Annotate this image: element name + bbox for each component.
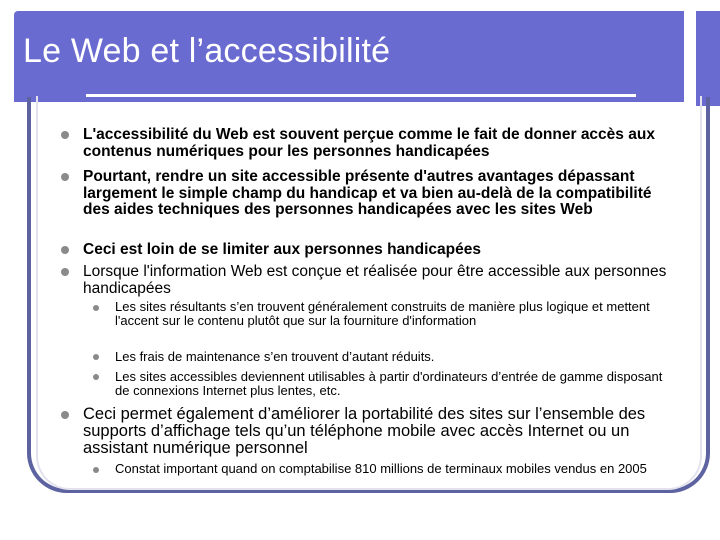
bullet-1: L'accessibilité du Web est souvent perçue comme le fait de donner accès aux contenus numériques pour les personnes handicapées [83, 126, 655, 160]
sub-bullet-1: Les sites résultants s’en trouvent généralement construits de manière plus logique et mettent l'accent sur le contenu plutôt que sur la fourniture d'information [115, 299, 650, 328]
bullet-dot-icon [61, 173, 69, 181]
bullet-dot-icon [61, 131, 69, 139]
sub-bullet-dot-icon [93, 305, 99, 311]
bullet-5: Ceci permet également d’améliorer la portabilité des sites sur l’ensemble des supports d’affichage tels qu’un téléphone mobile avec accès Internet ou un assistant numérique personnel [83, 405, 646, 457]
bullet-2: Pourtant, rendre un site accessible présente d'autres avantages dépassant largement le simple champ du handicap et va bien au-delà de la compatibilité des aides techniques des personnes handicapées avec les sites Web [83, 168, 652, 218]
bullet-dot-icon [61, 411, 69, 419]
bullet-dot-icon [61, 246, 69, 254]
sub-bullet-dot-icon [93, 374, 99, 380]
slide-title: Le Web et l’accessibilité [23, 32, 391, 70]
bullet-dot-icon [61, 268, 69, 276]
bullet-4: Lorsque l'information Web est conçue et réalisée pour être accessible aux personnes handicapées [83, 263, 667, 297]
sub-bullet-dot-icon [93, 354, 99, 360]
bullet-3: Ceci est loin de se limiter aux personnes handicapées [83, 241, 481, 258]
sub-bullet-4: Constat important quand on comptabilise 810 millions de terminaux mobiles vendus en 2005 [115, 461, 647, 476]
sub-bullet-3: Les sites accessibles deviennent utilisables à partir d'ordinateurs d’entrée de gamme disposant de connexions Internet plus lentes, etc. [115, 369, 663, 398]
sub-bullet-dot-icon [93, 467, 99, 473]
sub-bullet-2: Les frais de maintenance s’en trouvent d’autant réduits. [115, 349, 435, 364]
